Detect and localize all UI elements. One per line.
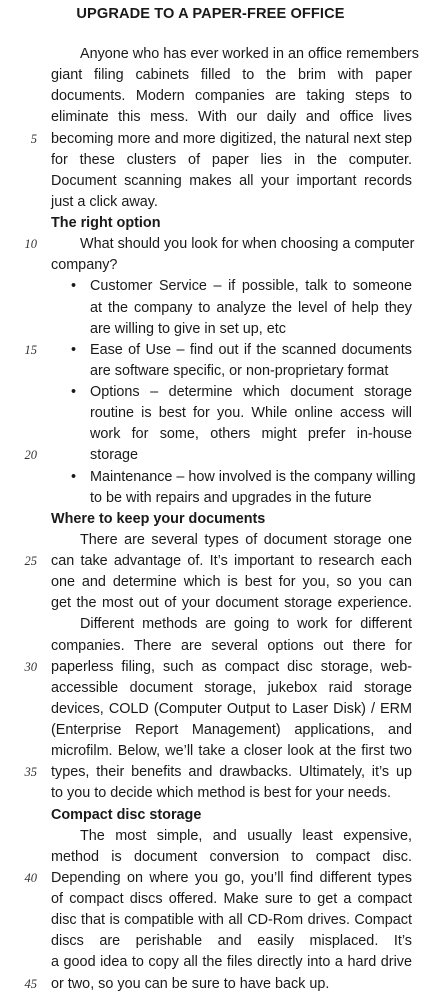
paragraph-text: of compact discs offered. Make sure to get a compact [51, 891, 412, 907]
paragraph-text: devices, COLD (Computer Output to Laser Disk) / ERM [51, 700, 412, 717]
text-line [0, 192, 421, 213]
bullet-text: to be with repairs and upgrades in the future [90, 489, 372, 506]
paragraph-text: paperless filing, such as compact disc storage, web- [51, 658, 412, 675]
text-line [0, 340, 421, 361]
text-line [0, 741, 421, 762]
paragraph-text: discs are perishable and easily misplaced. It’s [51, 933, 412, 950]
text-line [0, 65, 421, 86]
text-line [0, 847, 421, 868]
text-line [0, 319, 421, 340]
paragraph-text: can take advantage of. It’s important to research each [51, 553, 412, 569]
text-line [0, 657, 421, 678]
paragraph-text: microfilm. Below, we’ll take a closer look at the first two [51, 743, 412, 760]
bullet-text: are willing to give in set up, etc [90, 320, 286, 337]
text-line [0, 213, 421, 234]
section-heading: The right option [51, 215, 161, 231]
text-line [0, 255, 421, 276]
bullet-text: at the company to analyze the level of help they [90, 299, 412, 316]
bullet-text: Customer Service – if possible, talk to someone [90, 278, 412, 295]
text-line [0, 382, 421, 403]
text-line [0, 509, 421, 530]
bullet-marker: • [71, 468, 77, 485]
text-line [0, 593, 421, 614]
paragraph-text: (Enterprise Report Management) applications, and [51, 722, 412, 738]
paragraph-text: a good idea to copy all the files directly into a hard drive [51, 954, 412, 971]
paragraph-text: just a click away. [51, 193, 158, 210]
text-line [0, 530, 421, 551]
line-number: 15 [24, 342, 37, 357]
paragraph-text: companies. There are several options out there for [51, 637, 412, 654]
text-line [0, 488, 421, 509]
text-line [0, 572, 421, 593]
paragraph-text: or two, so you can be sure to have back up. [51, 975, 330, 992]
text-line [0, 783, 421, 804]
paragraph-text: There are several types of document storage one [80, 531, 412, 548]
paragraph-text: The most simple, and usually least expensive, [80, 827, 412, 844]
paragraph-text: Depending on where you go, you’ll find different types [51, 869, 412, 886]
paragraph-text: documents. Modern companies are taking steps to [51, 88, 412, 105]
page-title: UPGRADE TO A PAPER-FREE OFFICE [76, 6, 345, 22]
text-line [0, 699, 421, 720]
text-line [0, 720, 421, 741]
text-line [0, 361, 421, 382]
text-line [0, 298, 421, 319]
text-line [0, 171, 421, 192]
line-number: 45 [24, 976, 37, 991]
line-number: 10 [24, 237, 37, 252]
paragraph-text: accessible document storage, jukebox raid storage [51, 679, 412, 696]
text-line [0, 762, 421, 783]
bullet-text: Ease of Use – find out if the scanned documents [90, 341, 412, 358]
paragraph-text: method is document conversion to compact disc. [51, 848, 412, 865]
text-line [0, 551, 421, 572]
line-number: 25 [24, 554, 37, 568]
text-line [0, 889, 421, 910]
bullet-text: Maintenance – how involved is the company willing [90, 468, 416, 485]
text-line [0, 86, 421, 107]
text-line [0, 614, 421, 635]
paragraph-text: get the most out of your document storage experience. [51, 595, 412, 612]
line-number: 5 [30, 131, 37, 146]
line-number: 35 [24, 765, 37, 780]
line-number: 30 [24, 659, 37, 674]
text-line [0, 403, 421, 424]
text-line [0, 805, 421, 826]
text-line [0, 107, 421, 128]
text-line [0, 276, 421, 297]
paragraph-text: giant filing cabinets filled to the brim with paper [51, 67, 412, 84]
text-line [0, 424, 421, 445]
paragraph-text: Document scanning makes all your important records [51, 172, 412, 189]
text-line [0, 44, 421, 65]
paragraph-text: to you to decide which method is best for your needs. [51, 785, 391, 802]
text-line [0, 910, 421, 931]
line-number: 20 [24, 448, 37, 463]
bullet-marker: • [71, 278, 77, 295]
text-line [0, 150, 421, 171]
text-line [0, 931, 421, 952]
bullet-text: storage [90, 447, 138, 464]
text-line [0, 234, 421, 255]
line-number: 40 [24, 870, 37, 885]
text-line [0, 445, 421, 466]
paragraph-text: for these clusters of paper lies in the computer. [51, 151, 412, 168]
paragraph-text: company? [51, 257, 118, 274]
text-line [0, 678, 421, 699]
text-line [0, 129, 421, 150]
bullet-marker: • [71, 341, 77, 358]
bullet-text: Options – determine which document storage [90, 384, 412, 400]
bullet-text: are software specific, or non-proprietary format [90, 362, 389, 379]
paragraph-text: Anyone who has ever worked in an office remembers [80, 46, 419, 62]
section-heading: Where to keep your documents [51, 510, 266, 527]
section-heading: Compact disc storage [51, 806, 202, 823]
paragraph-text: eliminate this mess. With our daily and office lives [51, 109, 412, 126]
bullet-text: work for some, others might prefer in-house [90, 426, 412, 443]
text-line [0, 868, 421, 889]
bullet-marker: • [71, 384, 77, 400]
text-line [0, 952, 421, 973]
paragraph-text: one and determine which is best for you, so you can [51, 574, 412, 591]
bullet-text: routine is best for you. While online access will [90, 405, 412, 422]
paragraph-text: What should you look for when choosing a computer [80, 236, 415, 253]
text-line [0, 826, 421, 847]
text-line [0, 636, 421, 657]
paragraph-text: Different methods are going to work for different [80, 616, 412, 633]
text-line [0, 974, 421, 995]
paragraph-text: types, their benefits and drawbacks. Ultimately, it’s up [51, 764, 412, 781]
paragraph-text: disc that is compatible with all CD-Rom drives. Compact [51, 912, 412, 929]
document-body [0, 44, 421, 995]
text-line [0, 467, 421, 488]
paragraph-text: becoming more and more digitized, the natural next step [51, 130, 412, 147]
